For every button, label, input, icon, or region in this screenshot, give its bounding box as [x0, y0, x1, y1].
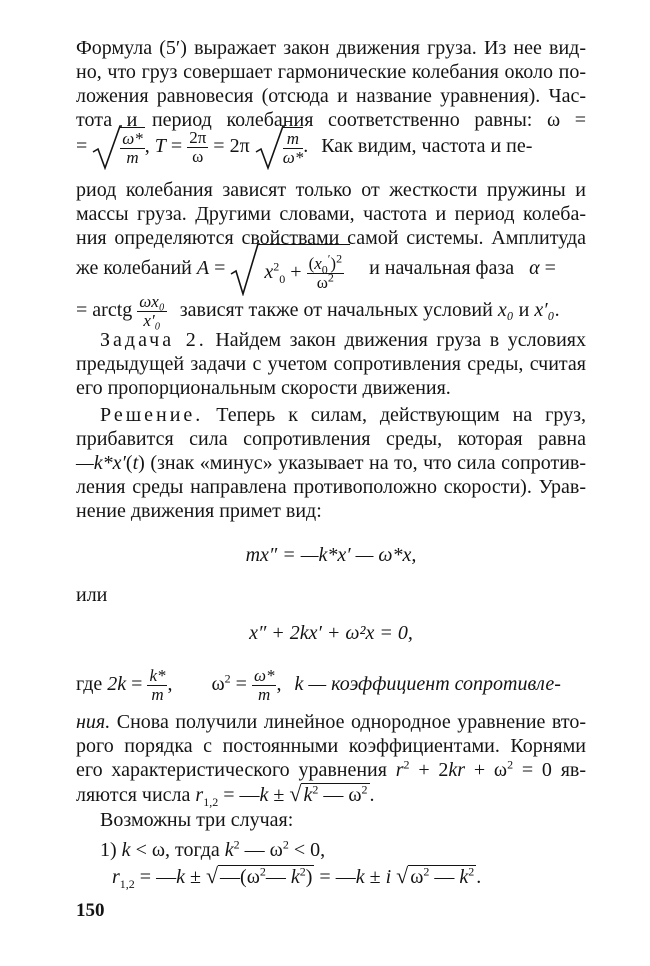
text-line: но, что груз совершает гармонические колебания около по- — [76, 61, 586, 83]
page-number: 150 — [76, 900, 105, 921]
text-line: массы груза. Другими словами, частота и период колеба- — [76, 203, 586, 225]
formula-line-phase: = arctg $\frac{\text{ωx₀}}{\text{x′₀}}$ зависят также от начальных условий x₀ и x′₀. — [76, 291, 560, 330]
formula-line-coefficients: где 2k = $\frac{k*}{m}$ , $\omega^2$ = $\frac{\omega*}{m}$ , k — коэффициент сопротивле- — [76, 665, 561, 704]
text-line: Формула (5′) выражает закон движения груза. Из нее вид- — [76, 37, 586, 59]
text-line: прибавится сила сопротивления среды, которая равна — [76, 428, 586, 450]
text-line: рого порядка с постоянными коэффициентами. Корнями — [76, 735, 586, 757]
text-line: ния. Снова получили линейное однородное уравнение вто- — [76, 711, 587, 733]
fraction-omega-over-m: $\frac{\omega*}{m}$ — [122, 129, 143, 168]
case-1-roots: $r_{1,2}$ = —k ± √ $—(\omega^2—$ $k^2$) = —k ± i √ $\omega^2$ — $k^2$ . — [112, 863, 482, 891]
formula-line-frequency-period: = $\frac{\omega*}{m}$ , T = $\frac{2\pi}{\omega}$ = 2π $\frac{m}{\omega*}$ . Как видим, частота и пе- — [76, 118, 586, 174]
fraction-k-over-m: $\frac{k*}{m}$ — [149, 665, 166, 704]
task-heading-line: Задача 2. Найдем закон движения груза в условиях — [100, 329, 586, 351]
fraction-omega-over-m: $\frac{\omega*}{m}$ — [253, 665, 275, 704]
solution-heading-line: Решение. Теперь к силам, действующим на груз, — [100, 404, 586, 426]
fraction-phase: $\frac{\text{ωx₀}}{\text{x′₀}}$ — [139, 291, 165, 330]
text-line: нение движения примет вид: — [76, 500, 322, 522]
text-line: —k*x′(t) (знак «минус» указывает на то, что сила сопротив- — [76, 452, 587, 474]
sqrt-sign — [92, 124, 122, 170]
text-line: Возможны три случая: — [100, 809, 294, 831]
formula-line-amplitude: же колебаний A = $x^2_0$ + $\frac{(x_0')^2}{\omega^2}$ и начальная фаза α = — [76, 236, 586, 300]
text-line: ления среды направлена противоположно скорости). Урав- — [76, 476, 586, 498]
text-line: или — [76, 584, 108, 606]
text-line: предыдущей задачи с учетом сопротивления среды, считая — [76, 353, 586, 375]
sqrt-sign — [255, 124, 285, 170]
fraction-m-over-omega: $\frac{m}{\omega*}$ — [282, 129, 304, 168]
text-line: ния определяются свойствами самой системы. Амплитуда — [76, 227, 586, 249]
text-line: риод колебания зависят только от жесткости пружины и — [76, 179, 586, 201]
text-line: тота и период колебания соответственно равны: ω = — [76, 109, 586, 131]
fraction-2pi-over-omega: $\frac{2\pi}{\omega}$ — [189, 127, 207, 166]
equation-motion: mx″ = —k*x′ — ω*x, — [245, 544, 417, 566]
text-line: ложения равновесия (отсюда и название уравнения). Час- — [76, 85, 586, 107]
amplitude-radicand: $x^2_0$ + $\frac{(x_0')^2}{\omega^2}$ — [258, 244, 350, 295]
text-line: ляются числа $r_{1,2}$ = —k ± √ $k^2$ — $\omega^2$ . — [76, 781, 375, 809]
text-line: его пропорциональным скорости движения. — [76, 377, 451, 399]
text-line: его характеристического уравнения $r^2 + 2kr + \omega^2 = 0$ яв- — [76, 757, 586, 781]
case-1-line: 1) k < ω, тогда $k^2$ — $\omega^2 < 0$, — [100, 837, 326, 861]
equation-homogeneous: x″ + 2kx′ + ω²x = 0, — [249, 622, 413, 644]
